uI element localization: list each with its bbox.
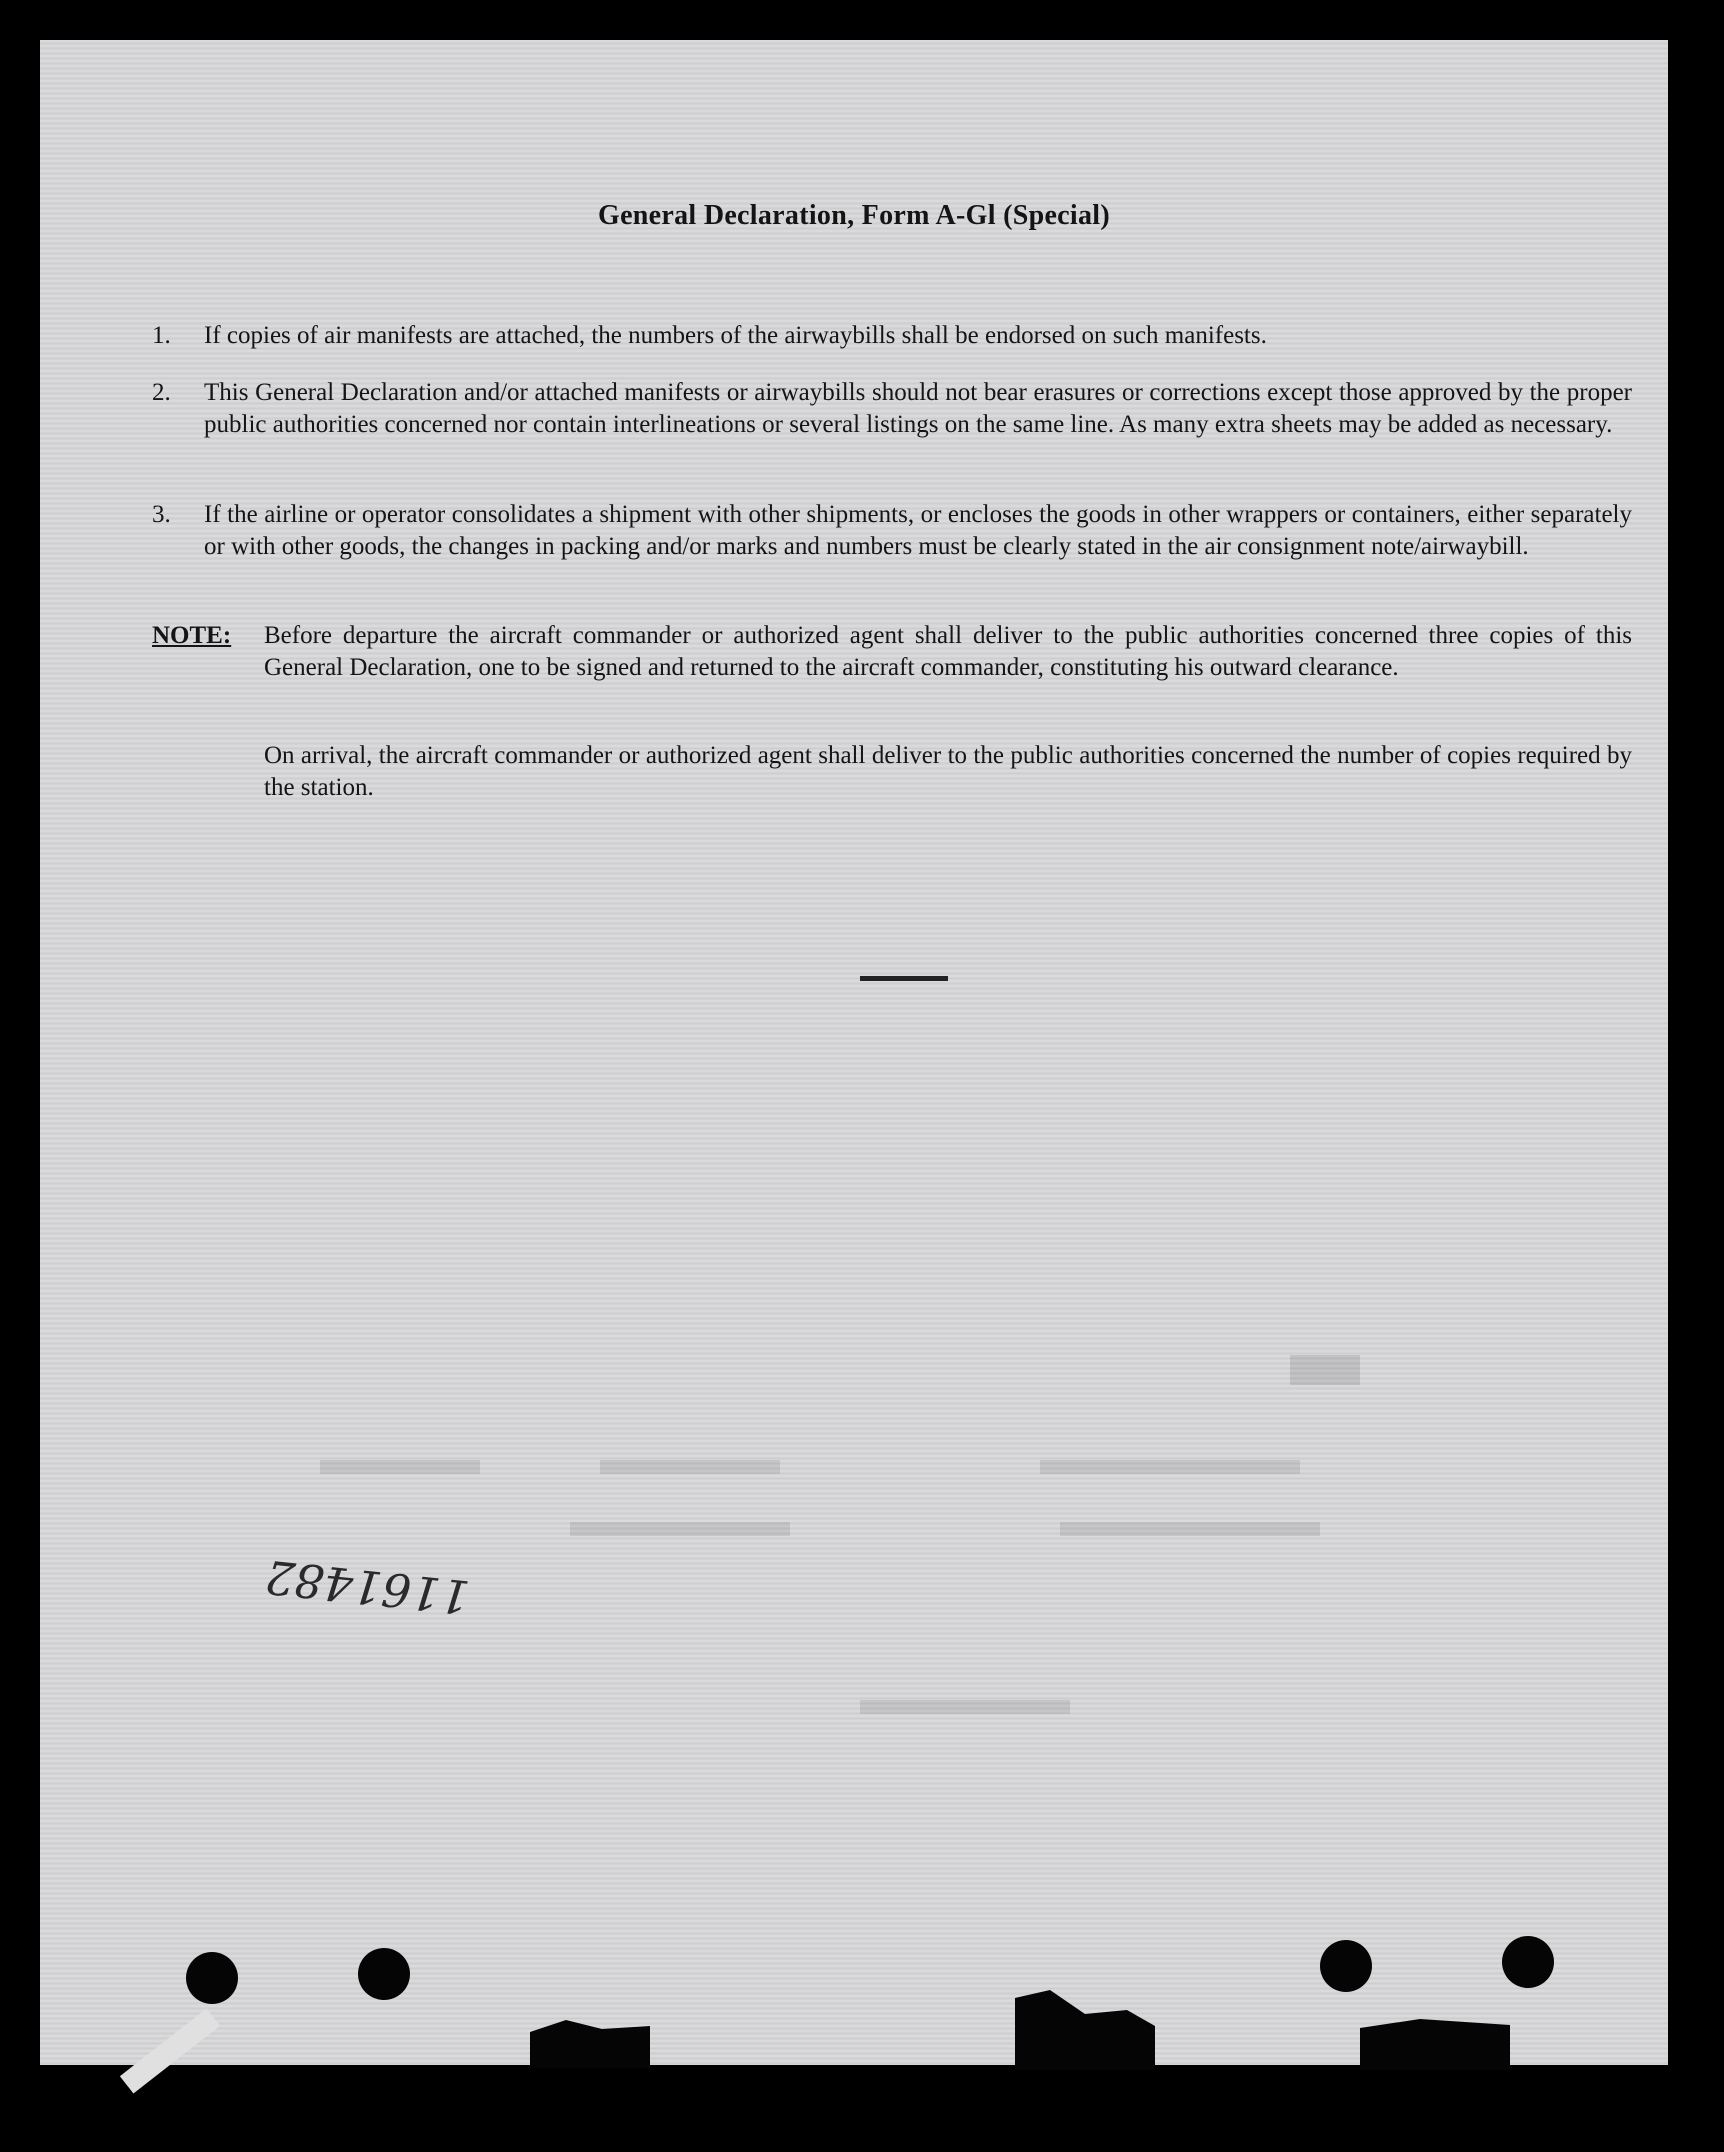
bleed-through-mark: [1060, 1522, 1320, 1536]
bleed-through-mark: [860, 1700, 1070, 1714]
item-number: 3.: [152, 501, 171, 528]
bleed-through-mark: [570, 1522, 790, 1536]
torn-edge: [1015, 1990, 1155, 2070]
bleed-through-mark: [1290, 1355, 1360, 1385]
item-text: If the airline or operator consolidates a shipment with other shipments, or encloses the goods in other wrappers or containers, either separately or with other goods, the changes in packing and/or marks and numbers must be clearly stated in the air consignment note/airwaybill.: [204, 501, 1632, 560]
torn-edge: [1360, 2010, 1510, 2070]
note-text: Before departure the aircraft commander or authorized agent shall deliver to the public authorities concerned three copies of this General Declaration, one to be signed and returned to the aircraft commander, constituting his outward clearance.: [264, 622, 1632, 681]
document-title: General Declaration, Form A-Gl (Special): [598, 200, 1110, 231]
document-sheet: [40, 40, 1668, 2065]
punch-hole: [1320, 1940, 1372, 1992]
item-text: This General Declaration and/or attached manifests or airwaybills should not bear erasures or corrections except those approved by the proper public authorities concerned nor contain interlineations or several listings on the same line. As many extra sheets may be added as necessary.: [204, 379, 1632, 438]
punch-hole: [186, 1952, 238, 2004]
punch-hole: [1502, 1936, 1554, 1988]
torn-edge: [530, 2008, 650, 2068]
ink-stroke: [860, 976, 948, 981]
bleed-through-mark: [1040, 1460, 1300, 1474]
instruction-item-3: [152, 499, 1632, 563]
bleed-through-mark: [320, 1460, 480, 1474]
punch-hole: [358, 1948, 410, 2000]
bleed-through-mark: [600, 1460, 780, 1474]
instruction-item-2: [152, 377, 1632, 441]
handwritten-number: 1161482: [262, 1549, 473, 1625]
note-label: NOTE:: [152, 622, 232, 649]
note-arrival-text: On arrival, the aircraft commander or authorized agent shall deliver to the public authorities concerned the number of copies required by the station.: [264, 742, 1632, 801]
item-number: 2.: [152, 379, 171, 406]
item-number: 1.: [152, 322, 171, 349]
note-block: [152, 620, 1632, 684]
item-text: If copies of air manifests are attached, the numbers of the airwaybills shall be endorsed on such manifests.: [204, 322, 1267, 349]
instruction-item-1: [152, 320, 1632, 352]
